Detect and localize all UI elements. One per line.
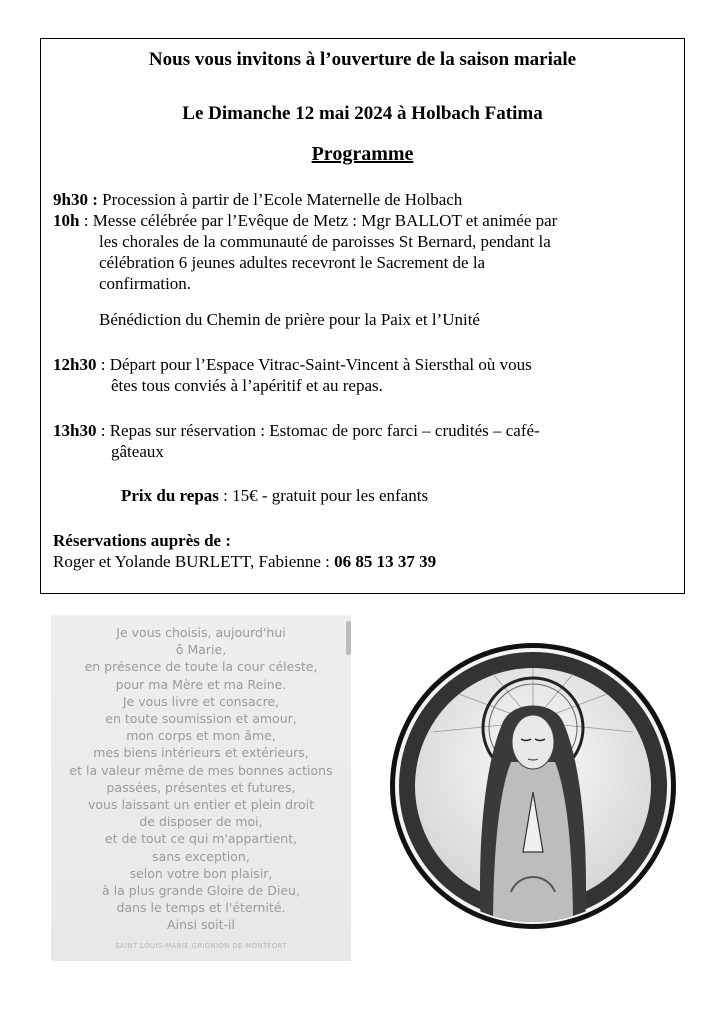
- virgin-mary-medallion: [389, 642, 677, 930]
- prayer-line: mon corps et mon âme,: [126, 728, 276, 744]
- program-text: confirmation.: [99, 274, 192, 293]
- prayer-line: Je vous livre et consacre,: [122, 693, 280, 709]
- program-item-meal: [53, 421, 540, 441]
- prayer-line: dans le temps et l'éternité.: [116, 900, 286, 916]
- meal-price: [121, 486, 428, 506]
- program-item-departure: [53, 355, 532, 375]
- program-item-procession: [53, 190, 462, 210]
- prayer-line: Je vous choisis, aujourd'hui: [116, 625, 286, 640]
- prayer-line: mes biens intérieurs et extérieurs,: [93, 745, 309, 761]
- prayer-line: et de tout ce qui m'appartient,: [104, 831, 298, 847]
- prayer-line: en présence de toute la cour céleste,: [84, 659, 318, 675]
- program-time: 9h30 :: [53, 190, 98, 209]
- event-date-line: Le Dimanche 12 mai 2024 à Holbach Fatima: [182, 103, 543, 124]
- program-text: célébration 6 jeunes adultes recevront le Sacrement de la: [99, 253, 486, 272]
- prayer-line: en toute soumission et amour,: [105, 711, 297, 726]
- program-text: êtes tous conviés à l’apéritif et au repas.: [111, 376, 383, 395]
- program-heading: Programme: [311, 143, 414, 165]
- reservation-phone: 06 85 13 37 39: [334, 552, 437, 571]
- face: [512, 715, 554, 769]
- prayer-line: sans exception,: [152, 848, 250, 864]
- reservation-heading: Réservations auprès de :: [53, 531, 232, 550]
- prayer-line: vous laissant un entier et plein droit: [87, 797, 314, 812]
- price-label: Prix du repas: [121, 486, 219, 505]
- program-text: les chorales de la communauté de paroisses St Bernard, pendant la: [99, 232, 551, 251]
- reservation-names: Roger et Yolande BURLETT, Fabienne :: [53, 552, 335, 571]
- prayer-signature: SAINT LOUIS-MARIE GRIGNION DE MONTFORT: [115, 942, 287, 950]
- program-text: Procession à partir de l’Ecole Maternelle de Holbach: [97, 190, 463, 209]
- prayer-line: ô Marie,: [175, 642, 227, 658]
- program-item-mass: [53, 211, 557, 231]
- prayer-line: Ainsi soit-il: [167, 917, 235, 933]
- program-text: : Messe célébrée par l’Evêque de Metz : Mgr BALLOT et animée par: [79, 211, 558, 230]
- invitation-box: [40, 38, 685, 594]
- program-text: : Repas sur réservation : Estomac de porc farci – crudités – café-: [96, 421, 540, 440]
- prayer-line: passées, présentes et futures,: [106, 779, 296, 795]
- program-time: 12h30: [53, 355, 97, 374]
- program-text-benediction: Bénédiction du Chemin de prière pour la Paix et l’Unité: [99, 310, 480, 329]
- price-text: : 15€ - gratuit pour les enfants: [218, 486, 429, 505]
- program-text: gâteaux: [111, 442, 164, 461]
- program-time: 13h30: [53, 421, 97, 440]
- program-time: 10h: [53, 211, 80, 230]
- prayer-line: pour ma Mère et ma Reine.: [115, 676, 287, 692]
- prayer-line: à la plus grande Gloire de Dieu,: [102, 883, 300, 898]
- reservation-contact: [53, 552, 436, 572]
- consecration-prayer-card: [51, 615, 351, 961]
- prayer-line: selon votre bon plaisir,: [129, 865, 273, 881]
- program-text: : Départ pour l’Espace Vitrac-Saint-Vincent à Siersthal où vous: [96, 355, 532, 374]
- prayer-line: et la valeur même de mes bonnes actions: [69, 762, 333, 778]
- prayer-line: de disposer de moi,: [139, 814, 263, 830]
- invitation-title: Nous vous invitons à l’ouverture de la saison mariale: [148, 49, 577, 70]
